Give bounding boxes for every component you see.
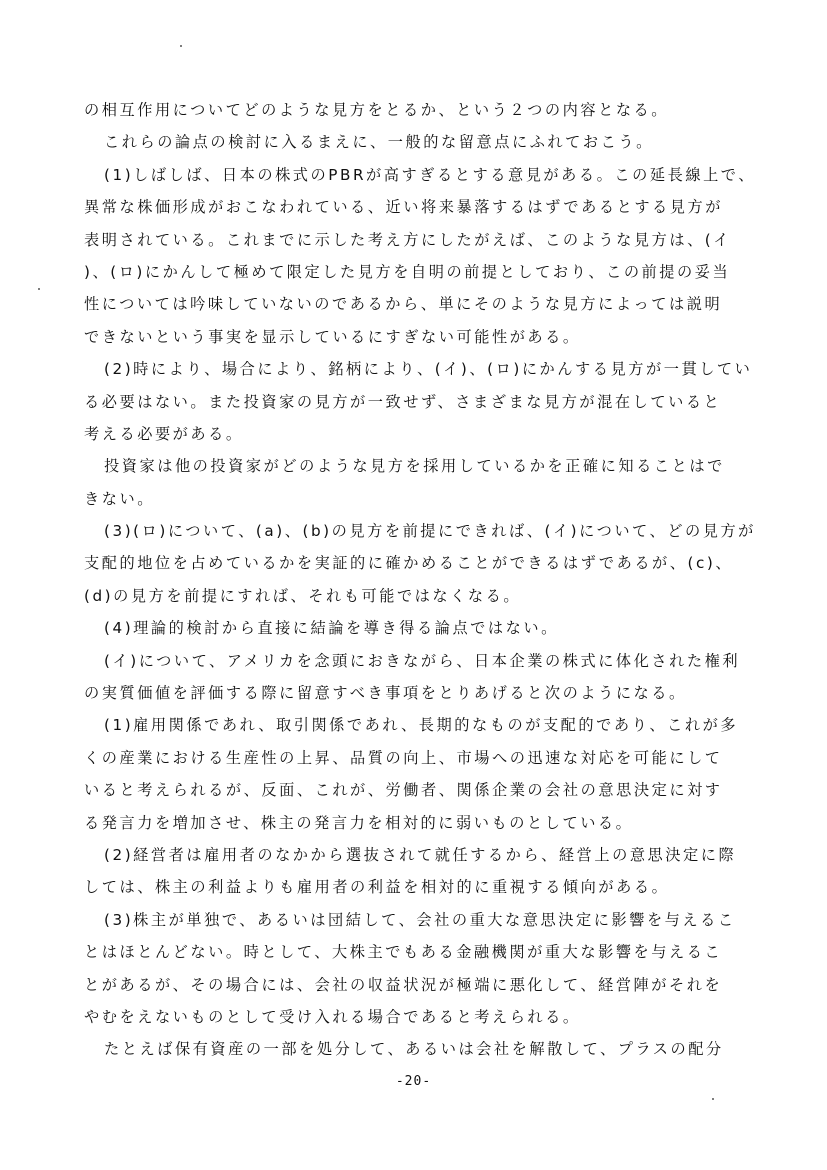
text-line: いると考えられるが、反面、これが、労働者、関係企業の会社の意思決定に対す: [84, 781, 723, 800]
text-line: (1)雇用関係であれ、取引関係であれ、長期的なものが支配的であり、これが多: [104, 716, 739, 735]
text-line: (3)(ロ)について、(a)、(b)の見方を前提にできれば、(イ)について、どの見方が: [104, 522, 756, 541]
text-line: しては、株主の利益よりも雇用者の利益を相対的に重視する傾向がある。: [84, 878, 670, 897]
text-line: (1)しばしば、日本の株式のPBRが高すぎるとする意見がある。この延長線上で、: [104, 165, 756, 184]
text-line: る発言力を増加させ、株主の発言力を相対的に弱いものとしている。: [84, 813, 634, 832]
scan-speck: [38, 288, 40, 290]
text-line: る必要はない。また投資家の見方が一致せず、さまざまな見方が混在していると: [84, 392, 722, 411]
text-line: (4)理論的検討から直接に結論を導き得る論点ではない。: [104, 619, 559, 638]
scan-speck: [180, 45, 182, 47]
body-text: [84, 94, 756, 1066]
text-line: 支配的地位を占めているかを実証的に確かめることができるはずであるが、(c)、: [84, 554, 734, 573]
text-line: の相互作用についてどのような見方をとるか、という２つの内容となる。: [84, 101, 670, 119]
text-line: 投資家は他の投資家がどのような見方を採用しているかを正確に知ることはで: [104, 457, 725, 476]
text-line: 表明されている。これまでに示した考え方にしたがえば、このような見方は、(イ: [84, 230, 732, 249]
text-line: (2)経営者は雇用者のなかから選抜されて就任するから、経営上の意思決定に際: [104, 845, 737, 864]
text-line: (イ)について、アメリカを念頭におきながら、日本企業の株式に体化された権利: [104, 651, 741, 670]
text-line: の実質価値を評価する際に留意すべき事項をとりあげると次のようになる。: [84, 684, 687, 703]
text-line: 考える必要がある。: [84, 424, 244, 443]
text-line: きない。: [84, 489, 155, 508]
text-line: たとえば保有資産の一部を処分して、あるいは会社を解散して、プラスの配分: [104, 1040, 724, 1059]
text-line: これらの論点の検討に入るまえに、一般的な留意点にふれておこう。: [104, 133, 654, 152]
text-line: とがあるが、その場合には、会社の収益状況が極端に悪化して、経営陣がそれを: [84, 975, 723, 994]
text-line: )、(ロ)にかんして極めて限定した見方を自明の前提としており、この前提の妥当: [84, 262, 731, 281]
text-line: (2)時により、場合により、銘柄により、(イ)、(ロ)にかんする見方が一貫してい: [104, 360, 753, 379]
text-line: できないという事実を显示しているにすぎない可能性がある。: [84, 327, 581, 346]
text-line: (3)株主が単独で、あるいは団結して、会社の重大な意思決定に影響を与えるこ: [104, 910, 736, 929]
text-line: とはほとんどない。時として、大株主でもある金融機関が重大な影響を与えるこ: [84, 943, 723, 962]
text-line: 異常な株価形成がおこなわれている、近い将来暴落するはずであるとする見方が: [84, 198, 724, 217]
text-line: 性については吟味していないのであるから、単にそのような見方によっては説明: [84, 295, 723, 314]
scan-speck: [712, 1098, 714, 1100]
text-line: (d)の見方を前提にすれば、それも可能ではなくなる。: [84, 586, 522, 605]
text-line: くの産業における生産性の上昇、品質の向上、市場への迅速な対応を可能にして: [84, 748, 723, 767]
text-line: やむをえないものとして受け入れる場合であると考えられる。: [84, 1007, 581, 1026]
page-number: -20-: [395, 1074, 432, 1089]
